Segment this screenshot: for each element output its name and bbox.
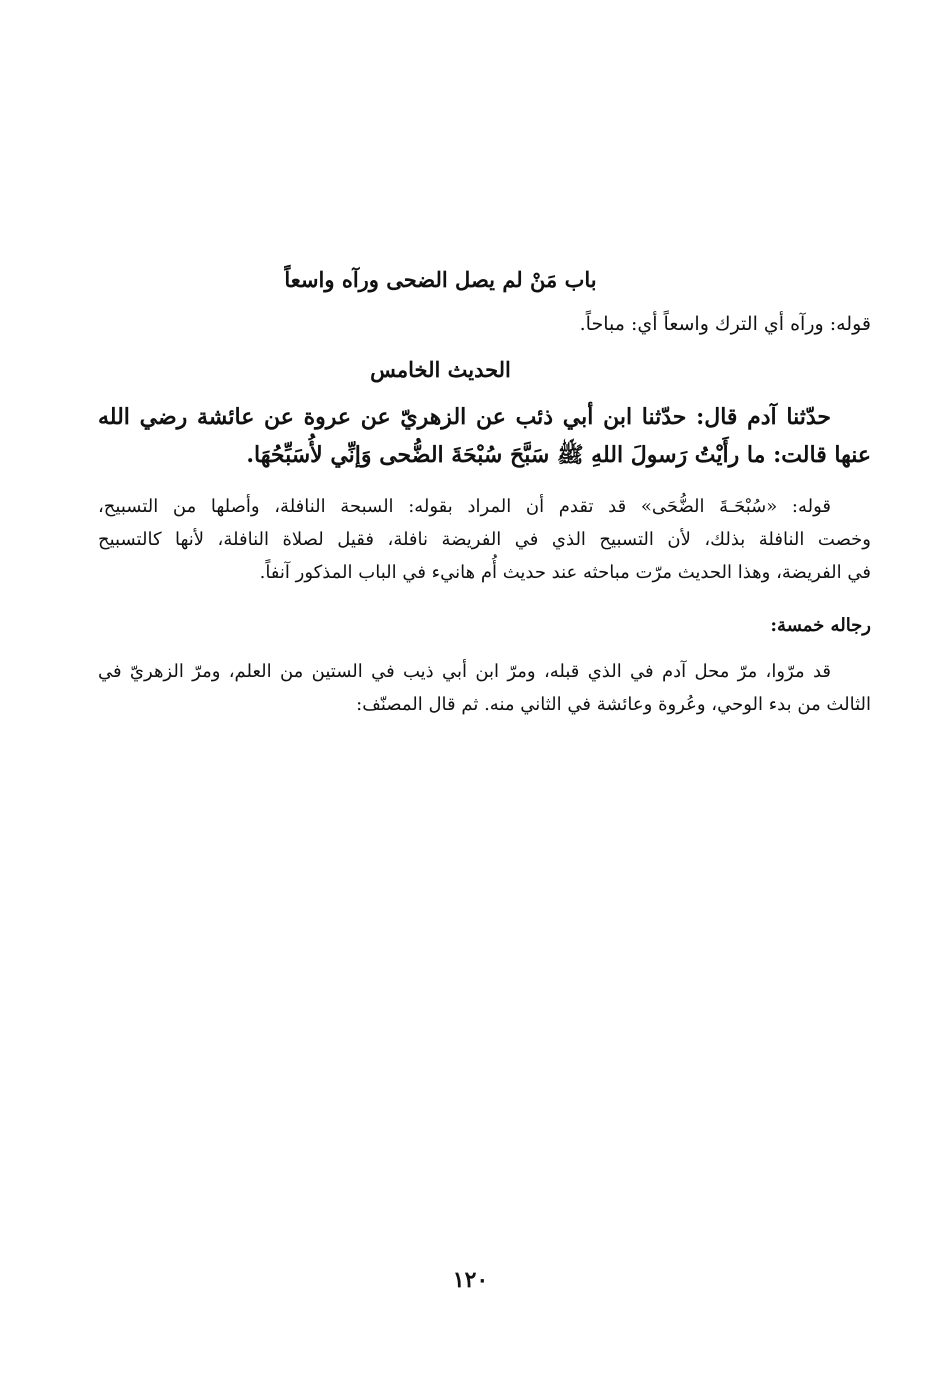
page-number: ١٢٠ [452,1267,489,1293]
hadith-line: عنها قالت: ما رأَيْتُ رَسولَ اللهِ ﷺ سَبَّحَ سُبْحَةَ الضُّحى وَإنِّي لأُسَبِّحُهَا. [246,442,871,468]
narrators-line: الثالث من بدء الوحي، وعُروة وعائشة في الثاني منه. ثم قال المصنّف: [356,694,871,715]
narrators-line: قد مرّوا، مرّ محل آدم في الذي قبله، ومرّ ابن أبي ذيب في الستين من العلم، ومرّ الزهريّ في [98,661,831,682]
intro-paragraph: قوله: ورآه أي الترك واسعاً أي: مباحاً. [579,313,871,335]
narrators-heading: رجاله خمسة: [770,615,871,636]
hadith-text [98,398,871,474]
narrators-paragraph [98,655,871,721]
hadith-heading: الحديث الخامس [370,357,511,382]
commentary-line: قوله: «سُبْحَـةَ الضُّحَى» قد تقدم أن المراد بقوله: السبحة النافلة، وأصلها من التسبيح، [98,496,831,517]
chapter-title: باب مَنْ لم يصل الضحى ورآه واسعاً [284,267,597,292]
hadith-line: حدّثنا آدم قال: حدّثنا ابن أبي ذئب عن الزهريّ عن عروة عن عائشة رضي الله [98,404,831,430]
commentary-line: وخصت النافلة بذلك، لأن التسبيح الذي في الفريضة نافلة، فقيل لصلاة النافلة، لأنها كالتسبيح [98,529,871,550]
commentary-paragraph [98,490,871,589]
commentary-line: في الفريضة، وهذا الحديث مرّت مباحثه عند حديث أُم هانيء في الباب المذكور آنفاً. [259,562,871,583]
